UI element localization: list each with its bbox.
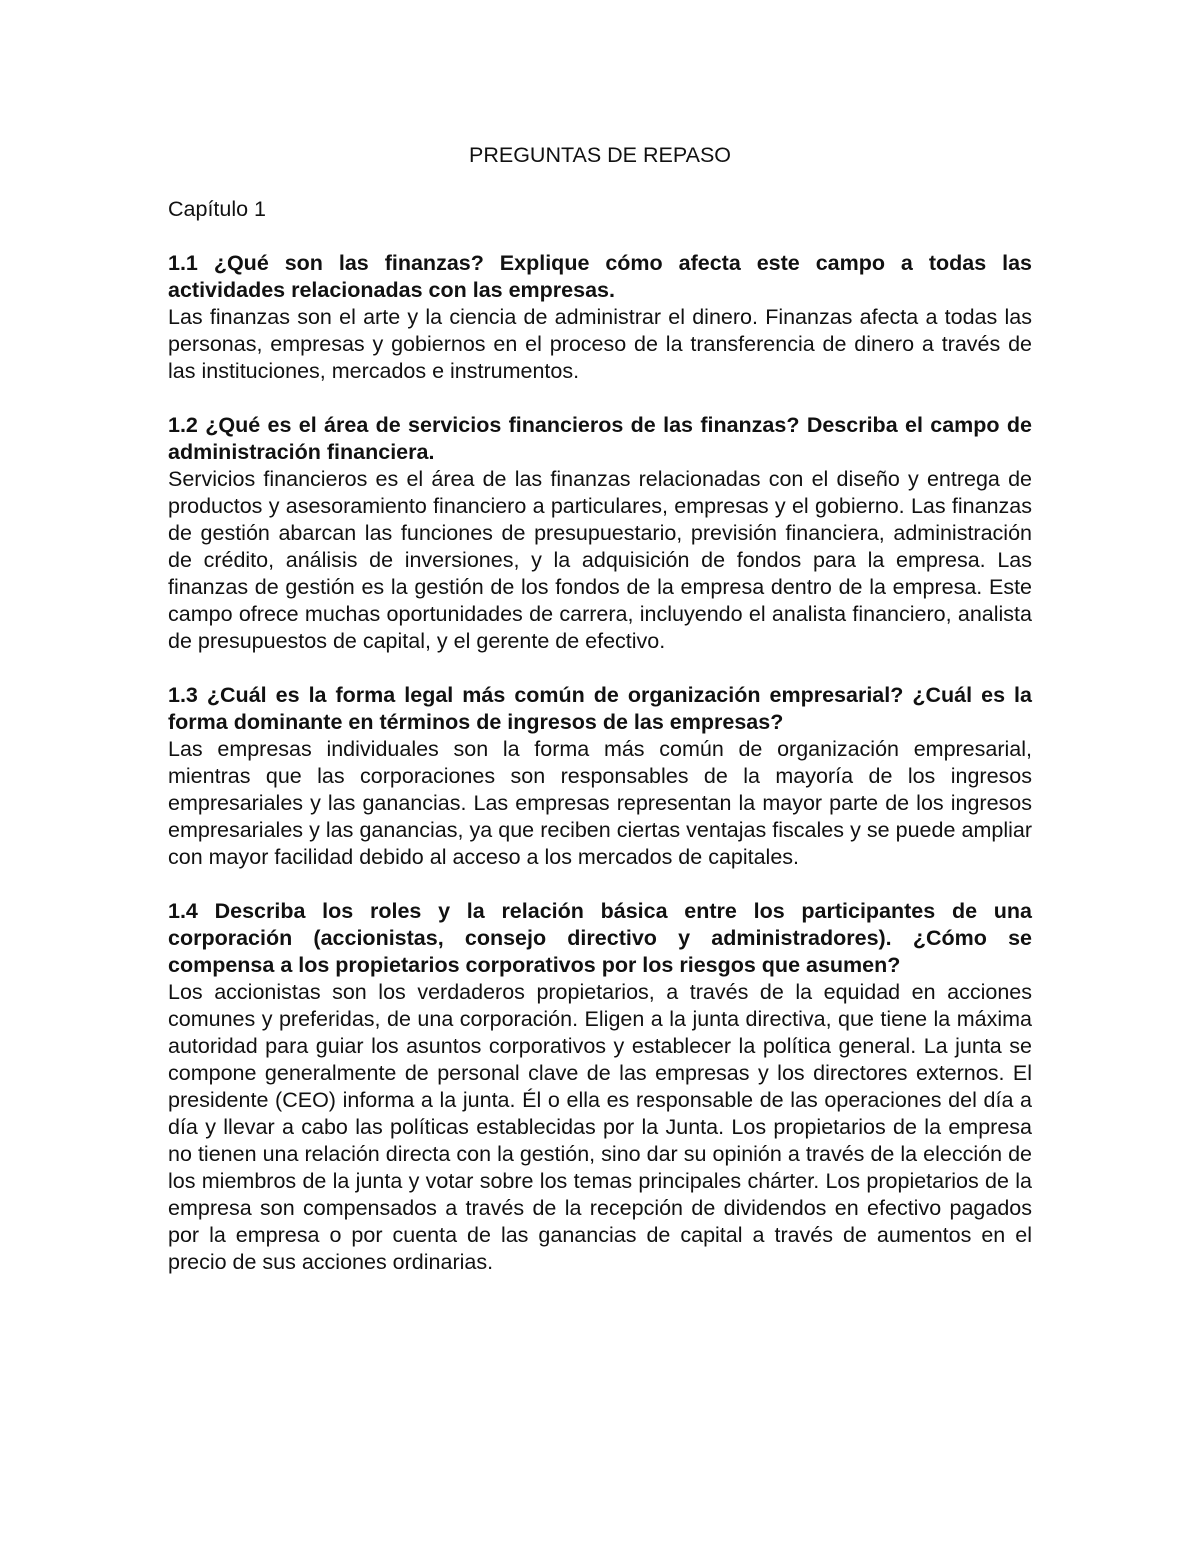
document-page: [168, 142, 1032, 1303]
document-title: PREGUNTAS DE REPASO: [468, 143, 732, 167]
answer-1-2: Servicios financieros es el área de las finanzas relacionadas con el diseño y entrega de productos y asesoramiento financiero a particulares, empresas y el gobierno. Las finanzas de gestión abarcan las funciones de presupuestario, previsión financiera, administración de crédito, análisis de inversiones, y la adquisición de fondos para la empresa. Las finanzas de gestión es la gestión de los fondos de la empresa dentro de la empresa. Este campo ofrece muchas oportunidades de carrera, incluyendo el analista financiero, analista de presupuestos de capital, y el gerente de efectivo.: [168, 467, 1032, 653]
question-1-4: 1.4 Describa los roles y la relación básica entre los participantes de una corporación (accionistas, consejo directivo y administradores). ¿Cómo se compensa a los propietarios corporativos por los riesgos que asumen?: [168, 899, 1032, 977]
answer-1-4: Los accionistas son los verdaderos propietarios, a través de la equidad en acciones comunes y preferidas, de una corporación. Eligen a la junta directiva, que tiene la máxima autoridad para guiar los asuntos corporativos y establecer la política general. La junta se compone generalmente de personal clave de las empresas y los directores externos. El presidente (CEO) informa a la junta. Él o ella es responsable de las operaciones del día a día y llevar a cabo las políticas establecidas por la Junta. Los propietarios de la empresa no tienen una relación directa con la gestión, sino dar su opinión a través de la elección de los miembros de la junta y votar sobre los temas principales chárter. Los propietarios de la empresa son compensados a través de la recepción de dividendos en efectivo pagados por la empresa o por cuenta de las ganancias de capital a través de aumentos en el precio de sus acciones ordinarias.: [168, 980, 1032, 1274]
question-1-2: 1.2 ¿Qué es el área de servicios financieros de las finanzas? Describa el campo de administración financiera.: [168, 413, 1032, 464]
question-section-1-4: [168, 898, 1032, 1276]
question-1-3: 1.3 ¿Cuál es la forma legal más común de organización empresarial? ¿Cuál es la forma dominante en términos de ingresos de las empresas?: [168, 683, 1032, 734]
answer-1-1: Las finanzas son el arte y la ciencia de administrar el dinero. Finanzas afecta a todas las personas, empresas y gobiernos en el proceso de la transferencia de dinero a través de las instituciones, mercados e instrumentos.: [168, 305, 1032, 383]
question-section-1-3: [168, 682, 1032, 871]
answer-1-3: Las empresas individuales son la forma más común de organización empresarial, mientras que las corporaciones son responsables de la mayoría de los ingresos empresariales y las ganancias. Las empresas representan la mayor parte de los ingresos empresariales y las ganancias, ya que reciben ciertas ventajas fiscales y se puede ampliar con mayor facilidad debido al acceso a los mercados de capitales.: [168, 737, 1032, 869]
question-section-1-2: [168, 412, 1032, 655]
question-1-1: 1.1 ¿Qué son las finanzas? Explique cómo afecta este campo a todas las actividades relacionadas con las empresas.: [168, 251, 1032, 302]
chapter-heading: Capítulo 1: [168, 197, 267, 221]
question-section-1-1: [168, 250, 1032, 385]
